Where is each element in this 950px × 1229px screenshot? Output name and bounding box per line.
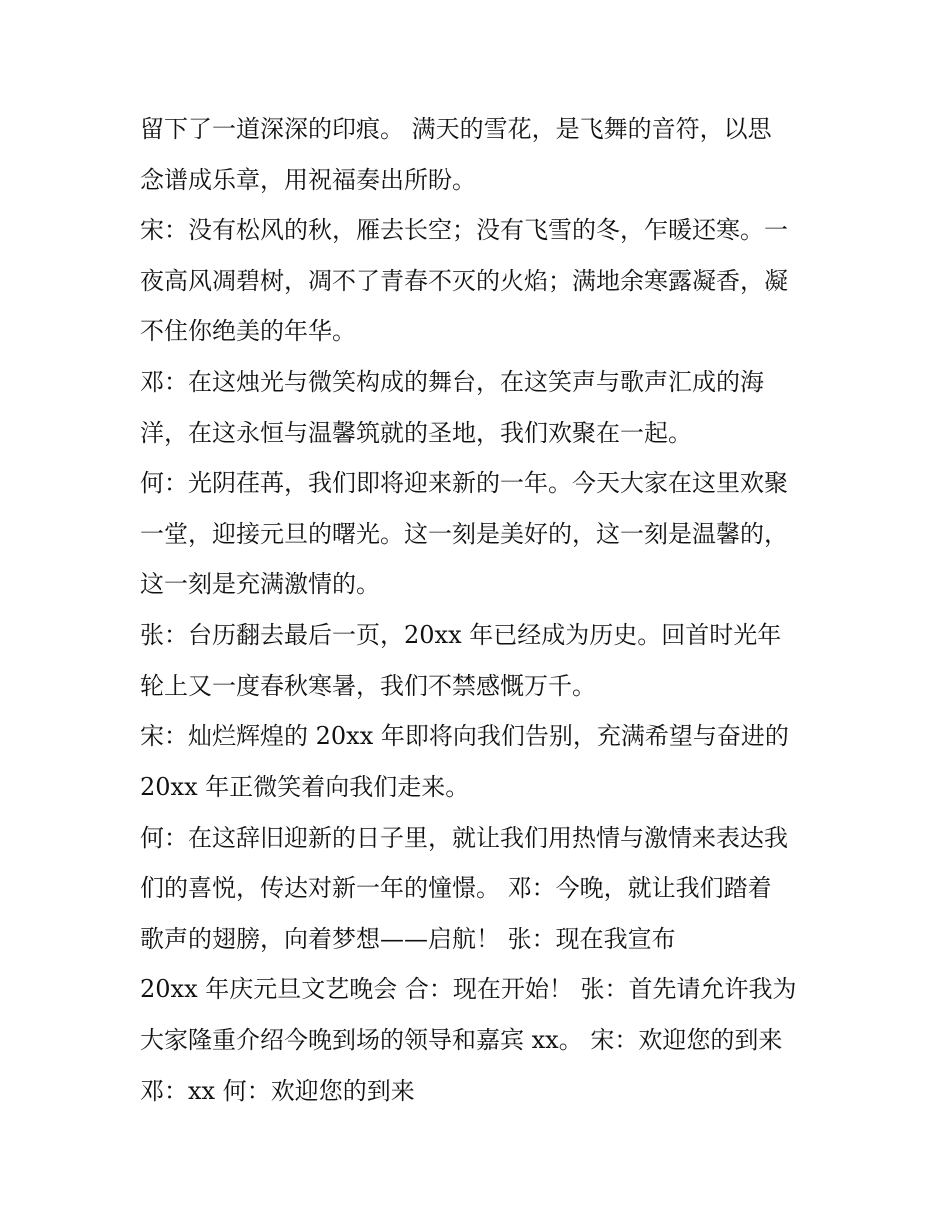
text-line: 大家隆重介绍今晚到场的领导和嘉宾 xx。 宋：欢迎您的到来: [140, 1026, 783, 1054]
text-line: 张：台历翻去最后一页，20xx 年已经成为历史。回首时光年: [140, 621, 782, 649]
text-line: 邓：xx 何：欢迎您的到来: [140, 1077, 415, 1105]
text-line: 宋：没有松风的秋，雁去长空；没有飞雪的冬，乍暖还寒。一: [140, 216, 788, 244]
text-line: 轮上又一度春秋寒暑，我们不禁感慨万千。: [140, 672, 596, 700]
text-line: 歌声的翅膀，向着梦想——启航！ 张：现在我宣布: [140, 925, 676, 953]
text-line: 20xx 年庆元旦文艺晚会 合：现在开始！ 张：首先请允许我为: [140, 975, 797, 1003]
text-line: 这一刻是充满激情的。: [140, 570, 380, 598]
text-line: 念谱成乐章，用祝福奏出所盼。: [140, 166, 476, 194]
text-line: 夜高风凋碧树，凋不了青春不灭的火焰；满地余寒露凝香，凝: [140, 267, 788, 295]
text-line: 宋：灿烂辉煌的 20xx 年即将向我们告别，充满希望与奋进的: [140, 722, 789, 750]
text-line: 20xx 年正微笑着向我们走来。: [140, 773, 470, 801]
text-line: 邓：在这烛光与微笑构成的舞台，在这笑声与歌声汇成的海: [140, 368, 764, 396]
text-line: 一堂，迎接元旦的曙光。这一刻是美好的，这一刻是温馨的，: [140, 520, 788, 548]
text-line: 不住你绝美的年华。: [140, 317, 356, 345]
text-line: 何：光阴荏苒，我们即将迎来新的一年。今天大家在这里欢聚: [140, 469, 788, 497]
text-line: 们的喜悦，传达对新一年的憧憬。 邓：今晚，就让我们踏着: [140, 874, 772, 902]
text-line: 留下了一道深深的印痕。 满天的雪花，是飞舞的音符，以思: [140, 115, 772, 143]
text-line: 何：在这辞旧迎新的日子里，就让我们用热情与激情来表达我: [140, 824, 788, 852]
text-line: 洋，在这永恒与温馨筑就的圣地，我们欢聚在一起。: [140, 419, 692, 447]
